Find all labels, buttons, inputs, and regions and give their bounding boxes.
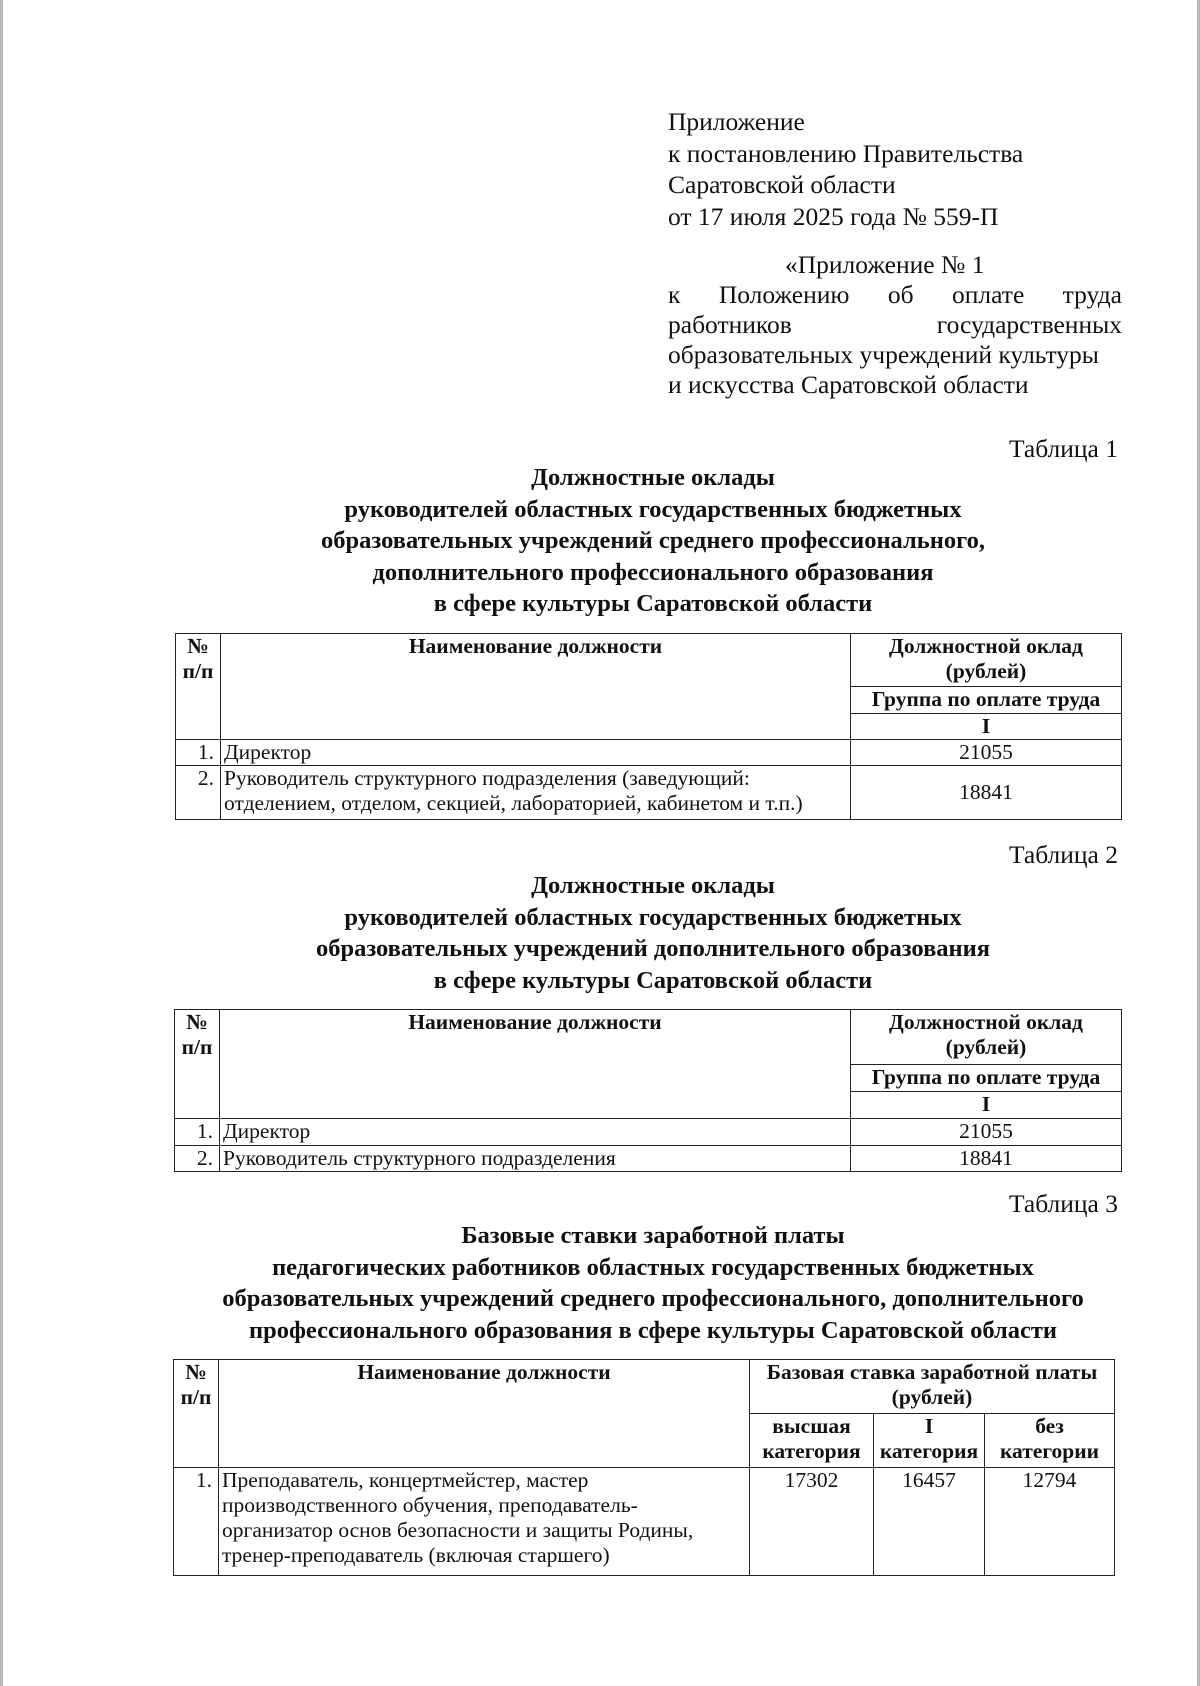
resolution-header bbox=[668, 106, 1120, 232]
table3-col-name: Наименование должности bbox=[219, 1360, 750, 1468]
table-row bbox=[175, 1119, 1122, 1146]
table3-col-rate: Базовая ставка заработной платы (рублей) bbox=[750, 1360, 1115, 1414]
table2-col-group-num: I bbox=[851, 1092, 1122, 1119]
row-salary: 18841 bbox=[851, 1146, 1122, 1172]
table1-title-line: в сфере культуры Саратовской области bbox=[433, 590, 873, 617]
table1-col-group: Группа по оплате труда bbox=[851, 687, 1122, 714]
table2 bbox=[174, 1009, 1122, 1172]
header-line: к постановлению Правительства bbox=[668, 138, 1024, 168]
annex-line: образовательных учреждений культуры bbox=[668, 340, 1099, 369]
table3-label: Таблица 3 bbox=[1008, 1189, 1118, 1218]
table1-col-group-num: I bbox=[851, 714, 1122, 740]
table3-title bbox=[0, 1220, 1200, 1346]
table1-col-salary: Должностной оклад (рублей) bbox=[851, 634, 1122, 687]
table-row bbox=[174, 1468, 1115, 1576]
row-rate-first: 16457 bbox=[874, 1468, 985, 1576]
table2-title bbox=[0, 870, 1200, 996]
table1 bbox=[175, 633, 1122, 820]
row-position: Преподаватель, концертмейстер, мастер производственного обучения, преподаватель-организатор основ безопасности и защиты Родины, тренер-преподаватель (включая старшего) bbox=[219, 1468, 750, 1576]
row-salary: 21055 bbox=[851, 1119, 1122, 1146]
annex-line: к Положению об оплате труда bbox=[668, 280, 1122, 309]
table-row bbox=[176, 766, 1122, 820]
row-num: 2. bbox=[175, 1146, 220, 1172]
table3-col-cat-first: I категория bbox=[874, 1414, 985, 1468]
row-num: 1. bbox=[176, 740, 221, 766]
table1-label: Таблица 1 bbox=[1008, 434, 1118, 463]
row-num: 1. bbox=[175, 1119, 220, 1146]
annex-line: работников государственных bbox=[668, 310, 1122, 339]
annex-line: и искусства Саратовской области bbox=[668, 370, 1029, 399]
table2-title-line: руководителей областных государственных бюджетных bbox=[344, 903, 962, 931]
row-salary: 21055 bbox=[851, 740, 1122, 766]
table1-col-num: № п/п bbox=[176, 634, 221, 740]
row-position: Руководитель структурного подразделения bbox=[220, 1146, 851, 1172]
row-position: Директор bbox=[220, 1119, 851, 1146]
table-row bbox=[176, 740, 1122, 766]
annex-reference bbox=[668, 250, 1122, 400]
table2-col-group: Группа по оплате труда bbox=[851, 1065, 1122, 1092]
table2-title-line: образовательных учреждений дополнительного образования bbox=[315, 935, 991, 962]
table3-title-line: образовательных учреждений среднего профессионального, дополнительного bbox=[222, 1285, 1084, 1312]
row-rate-high: 17302 bbox=[750, 1468, 874, 1576]
table2-label: Таблица 2 bbox=[1008, 840, 1118, 869]
table1-title-line: руководителей областных государственных бюджетных bbox=[344, 495, 962, 523]
table3 bbox=[173, 1359, 1115, 1576]
header-line: от 17 июля 2025 года № 559-П bbox=[668, 201, 999, 231]
table1-title-line: Должностные оклады bbox=[531, 464, 775, 491]
table3-col-num: № п/п bbox=[174, 1360, 219, 1468]
row-num: 1. bbox=[174, 1468, 219, 1576]
table3-col-cat-none: без категории bbox=[985, 1414, 1115, 1468]
table1-col-name: Наименование должности bbox=[221, 634, 851, 740]
header-line: Приложение bbox=[668, 107, 805, 136]
row-rate-none: 12794 bbox=[985, 1468, 1115, 1576]
table3-title-line: профессионального образования в сфере культуры Саратовской области bbox=[248, 1316, 1058, 1344]
table1-title-line: образовательных учреждений среднего профессионального, bbox=[321, 527, 985, 554]
table3-title-line: педагогических работников областных государственных бюджетных bbox=[272, 1253, 1034, 1281]
table3-col-cat-high: высшая категория bbox=[750, 1414, 874, 1468]
row-num: 2. bbox=[176, 766, 221, 820]
table1-title-line: дополнительного профессионального образования bbox=[372, 558, 934, 586]
row-position: Директор bbox=[221, 740, 851, 766]
header-line: Саратовской области bbox=[668, 170, 896, 199]
table2-title-line: в сфере культуры Саратовской области bbox=[433, 966, 873, 994]
table2-col-salary: Должностной оклад (рублей) bbox=[851, 1010, 1122, 1065]
table2-col-num: № п/п bbox=[175, 1010, 220, 1119]
table-row bbox=[175, 1146, 1122, 1172]
annex-title: «Приложение № 1 bbox=[785, 250, 985, 279]
row-position: Руководитель структурного подразделения (заведующий: отделением, отделом, секцией, лабораторией, кабинетом и т.п.) bbox=[221, 766, 851, 820]
table2-title-line: Должностные оклады bbox=[531, 872, 775, 899]
page-edge-left bbox=[0, 0, 3, 1686]
row-salary: 18841 bbox=[851, 766, 1122, 820]
table3-title-line: Базовые ставки заработной платы bbox=[461, 1222, 845, 1249]
table1-title bbox=[0, 462, 1200, 620]
table2-col-name: Наименование должности bbox=[220, 1010, 851, 1119]
